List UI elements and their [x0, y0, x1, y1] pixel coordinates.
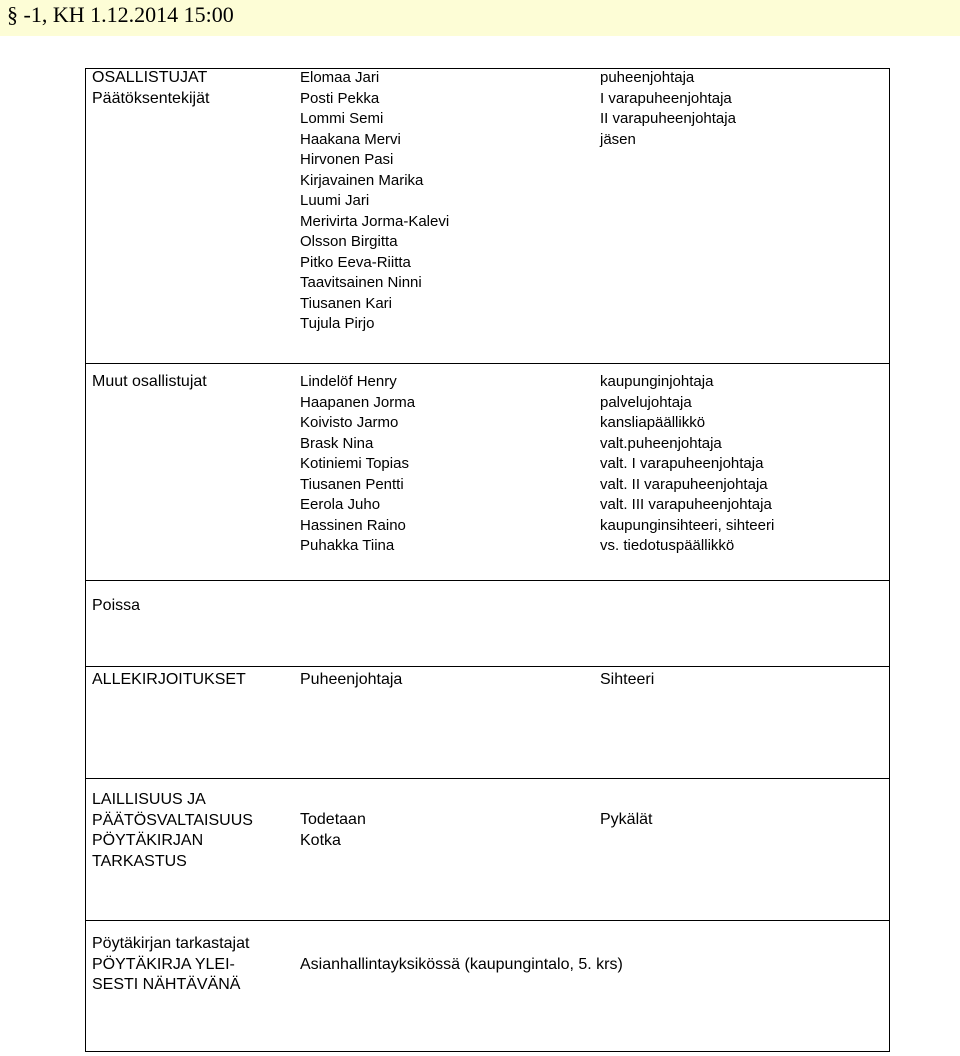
decision-maker-name: Taavitsainen Ninni [300, 274, 422, 291]
label-line: Pykälät [600, 811, 653, 828]
decision-maker-name: Olsson Birgitta [300, 233, 398, 250]
role-text: valt. I varapuheenjohtaja [600, 455, 764, 472]
decision-maker-name: Posti Pekka [300, 89, 380, 107]
label-line: ALLEKIRJOITUKSET [92, 671, 246, 688]
label-line: SESTI NÄHTÄVÄNÄ [92, 976, 241, 993]
decision-maker-name: Merivirta Jorma-Kalevi [300, 212, 450, 230]
label-line: Sihteeri [600, 671, 655, 688]
participant-name: Eerola Juho [300, 496, 381, 513]
decision-maker-name: Kirjavainen Marika [300, 171, 424, 189]
decision-maker-name: Hirvonen Pasi [300, 151, 394, 168]
laillisuus-label [92, 790, 253, 872]
row-divider [85, 666, 890, 667]
label-line: Muut osallistujat [92, 373, 207, 390]
role-text: II varapuheenjohtaja [600, 110, 736, 127]
tarkastajat-label [92, 934, 249, 996]
decision-maker-name: Elomaa Jari [300, 69, 380, 86]
text-line: Kotka [300, 831, 341, 849]
decision-maker-name: Luumi Jari [300, 192, 370, 209]
header-text: § -1, KH 1.12.2014 15:00 [7, 2, 234, 27]
role-text: vs. tiedotuspäällikkö [600, 537, 735, 554]
role-text: I varapuheenjohtaja [600, 89, 732, 107]
decision-maker-name: Haakana Mervi [300, 130, 401, 148]
todetaan-text [300, 810, 366, 851]
puheenjohtaja-signature-label [300, 670, 402, 691]
minutes-table [85, 68, 890, 1052]
label-line: Päätöksentekijät [92, 89, 210, 107]
participant-name: Tiusanen Pentti [300, 475, 404, 493]
sihteeri-signature-label [600, 670, 654, 691]
participant-name: Brask Nina [300, 434, 374, 452]
participant-name: Lindelöf Henry [300, 373, 397, 390]
row-divider [85, 363, 890, 364]
participant-name: Haapanen Jorma [300, 393, 416, 411]
role-text: puheenjohtaja [600, 69, 695, 86]
label-line: PÖYTÄKIRJA YLEI- [92, 955, 235, 973]
nahtavana-paikka [300, 955, 623, 976]
label-line: Pöytäkirjan tarkastajat [92, 935, 250, 952]
other-participant-roles [600, 372, 774, 557]
label-line: TARKASTUS [92, 852, 187, 870]
osallistujat-label [92, 68, 209, 109]
other-participant-list [300, 372, 415, 557]
role-text: valt. II varapuheenjohtaja [600, 475, 768, 493]
row-divider [85, 778, 890, 779]
role-text: valt. III varapuheenjohtaja [600, 496, 772, 513]
role-text: jäsen [600, 130, 636, 148]
participant-name: Kotiniemi Topias [300, 455, 409, 472]
label-line: LAILLISUUS JA [92, 791, 206, 808]
text-line: Todetaan [300, 811, 366, 828]
label-line: Poissa [92, 597, 141, 614]
label-line: PÄÄTÖSVALTAISUUS [92, 811, 253, 829]
decision-maker-list [300, 68, 449, 335]
label-line: Puheenjohtaja [300, 671, 403, 688]
allekirjoitukset-label [92, 670, 246, 691]
participant-name: Hassinen Raino [300, 516, 406, 534]
row-divider [85, 920, 890, 921]
poissa-label [92, 596, 140, 617]
muut-label [92, 372, 207, 393]
decision-maker-roles [600, 68, 736, 150]
decision-maker-name: Pitko Eeva-Riitta [300, 253, 411, 271]
decision-maker-name: Tiusanen Kari [300, 294, 392, 312]
pykalat-label [600, 810, 652, 831]
page-header [0, 0, 960, 36]
label-line: OSALLISTUJAT [92, 69, 208, 86]
role-text: kaupunginjohtaja [600, 373, 714, 390]
text-line: Asianhallintayksikössä (kaupungintalo, 5. krs) [300, 956, 623, 973]
participant-name: Koivisto Jarmo [300, 414, 399, 431]
role-text: kansliapäällikkö [600, 414, 706, 431]
decision-maker-name: Tujula Pirjo [300, 315, 375, 332]
role-text: valt.puheenjohtaja [600, 434, 722, 452]
row-divider [85, 580, 890, 581]
decision-maker-name: Lommi Semi [300, 110, 384, 127]
participant-name: Puhakka Tiina [300, 537, 395, 554]
role-text: palvelujohtaja [600, 393, 692, 411]
label-line: PÖYTÄKIRJAN [92, 832, 204, 849]
role-text: kaupunginsihteeri, sihteeri [600, 516, 775, 534]
